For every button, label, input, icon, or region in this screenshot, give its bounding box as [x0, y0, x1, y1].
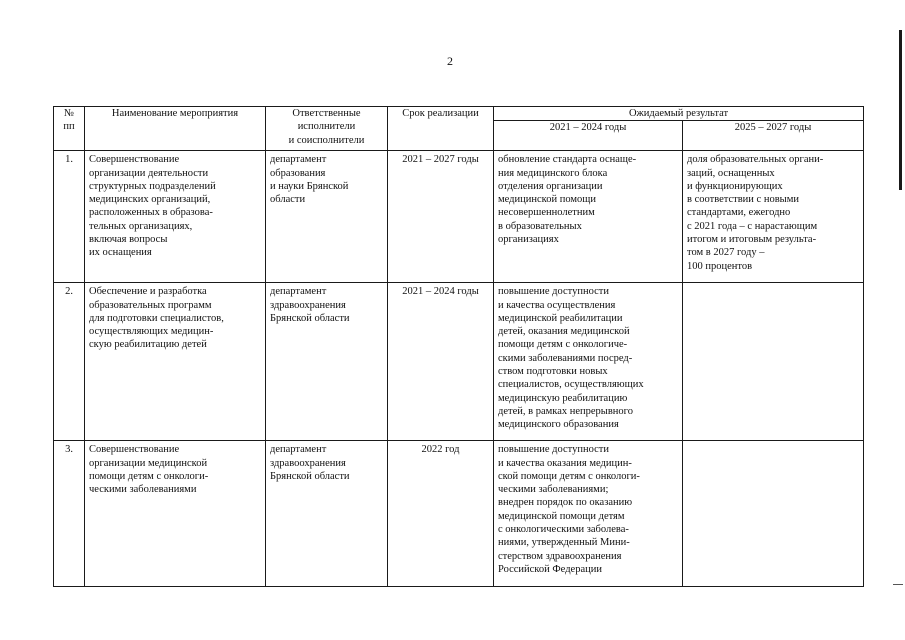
result-2021-2024-line: помощи детям с онкологиче-: [498, 339, 628, 351]
header-result: Ожидаемый результат: [494, 107, 864, 121]
responsible-executors: [266, 151, 388, 283]
header-num: № пп: [54, 107, 85, 151]
row-number: 3.: [54, 441, 85, 587]
result-2025-2027-line: с 2021 года – с нарастающим: [687, 220, 818, 232]
result-2021-2024-line: медицинской реабилитации: [498, 312, 623, 324]
header-result-2025-2027: 2025 – 2027 годы: [683, 121, 864, 151]
header-responsible-line: исполнители: [297, 121, 356, 133]
implementation-term: 2021 – 2027 годы: [388, 151, 494, 283]
result-2021-2024-line: обновление стандарта оснаще-: [498, 154, 637, 166]
result-2021-2024-line: ния медицинского блока: [498, 167, 608, 179]
header-responsible: [266, 107, 388, 151]
table-row: [54, 151, 864, 283]
result-2021-2024-line: в образовательных: [498, 220, 582, 232]
scan-edge-dash: [893, 584, 903, 585]
result-2021-2024-line: медицинской помощи детям: [498, 510, 625, 522]
header-result-2021-2024: 2021 – 2024 годы: [494, 121, 683, 151]
responsible-executors: [266, 441, 388, 587]
measure-name-line: Обеспечение и разработка: [89, 286, 207, 298]
result-2025-2027: [683, 151, 864, 283]
responsible-executors-line: и науки Брянской: [270, 180, 349, 192]
measure-name: [85, 441, 266, 587]
scan-edge-mark: [899, 30, 902, 190]
result-2021-2024-line: медицинского образования: [498, 419, 619, 431]
measure-name-line: образовательных программ: [89, 299, 212, 311]
table-row: [54, 283, 864, 441]
responsible-executors-line: образования: [270, 167, 326, 179]
result-2021-2024-line: стерством здравоохранения: [498, 550, 622, 562]
header-name: Наименование мероприятия: [85, 107, 266, 151]
result-2021-2024-line: с онкологическими заболева-: [498, 524, 629, 536]
measure-name-line: Совершенствование: [89, 444, 180, 456]
measure-name-line: тельных организациях,: [89, 220, 193, 232]
measure-name-line: организации медицинской: [89, 457, 208, 469]
result-2021-2024-line: детей, оказания медицинской: [498, 326, 630, 338]
measure-name-line: скую реабилитацию детей: [89, 339, 207, 351]
measure-name-line: структурных подразделений: [89, 180, 216, 192]
header-responsible-line: Ответственные: [292, 108, 361, 119]
result-2021-2024-line: специалистов, осуществляющих: [498, 379, 644, 391]
measure-name-line: медицинских организаций,: [89, 194, 211, 206]
result-2025-2027-line: и функционирующих: [687, 180, 783, 192]
measure-name-line: расположенных в образова-: [89, 207, 213, 219]
implementation-term: 2021 – 2024 годы: [388, 283, 494, 441]
responsible-executors-line: области: [270, 194, 306, 206]
result-2021-2024-line: скими заболеваниями посред-: [498, 352, 633, 364]
measure-name-line: помощи детям с онкологи-: [89, 470, 209, 482]
responsible-executors-line: Брянской области: [270, 312, 350, 324]
header-responsible-line: и соисполнители: [288, 134, 365, 146]
row-number: 2.: [54, 283, 85, 441]
result-2021-2024-line: Российской Федерации: [498, 563, 602, 575]
result-2025-2027-line: том в 2027 году –: [687, 247, 765, 259]
result-2021-2024-line: ством подготовки новых: [498, 366, 608, 378]
header-term: Срок реализации: [388, 107, 494, 151]
result-2025-2027: [683, 283, 864, 441]
measure-name-line: их оснащения: [89, 247, 152, 259]
measure-name: [85, 151, 266, 283]
result-2021-2024-line: повышение доступности: [498, 286, 609, 298]
result-2021-2024: [494, 441, 683, 587]
result-2025-2027-line: заций, оснащенных: [687, 167, 775, 179]
responsible-executors-line: Брянской области: [270, 470, 350, 482]
responsible-executors-line: департамент: [270, 154, 327, 166]
result-2021-2024-line: ской помощи детям с онкологи-: [498, 470, 640, 482]
responsible-executors-line: здравоохранения: [270, 457, 346, 469]
measure-name-line: осуществляющих медицин-: [89, 326, 214, 338]
responsible-executors-line: департамент: [270, 286, 327, 298]
measure-name-line: для подготовки специалистов,: [89, 312, 224, 324]
result-2021-2024-line: медицинской помощи: [498, 194, 596, 206]
result-2025-2027-line: итогом и итоговым результа-: [687, 234, 817, 246]
result-2025-2027-line: стандартами, ежегодно: [687, 207, 791, 219]
table-row: [54, 441, 864, 587]
result-2021-2024-line: внедрен порядок по оказанию: [498, 497, 633, 509]
measure-name-line: включая вопросы: [89, 234, 168, 246]
responsible-executors-line: здравоохранения: [270, 299, 346, 311]
measure-name-line: Совершенствование: [89, 154, 180, 166]
result-2021-2024-line: и качества осуществления: [498, 299, 616, 311]
result-2021-2024-line: и качества оказания медицин-: [498, 457, 632, 469]
page-number: 2: [447, 54, 453, 68]
result-2025-2027-line: доля образовательных органи-: [687, 154, 824, 166]
measure-name-line: ческими заболеваниями: [89, 484, 197, 496]
implementation-term: 2022 год: [388, 441, 494, 587]
result-2021-2024: [494, 283, 683, 441]
result-2021-2024-line: организациях: [498, 234, 559, 246]
measure-name: [85, 283, 266, 441]
result-2021-2024-line: несовершеннолетним: [498, 207, 595, 219]
result-2021-2024: [494, 151, 683, 283]
measure-name-line: организации деятельности: [89, 167, 209, 179]
result-2021-2024-line: детей, в рамках непрерывного: [498, 405, 633, 417]
result-2021-2024-line: ческими заболеваниями;: [498, 484, 609, 496]
result-2021-2024-line: повышение доступности: [498, 444, 609, 456]
row-number: 1.: [54, 151, 85, 283]
result-2025-2027-line: в соответствии с новыми: [687, 194, 799, 206]
responsible-executors-line: департамент: [270, 444, 327, 456]
result-2021-2024-line: отделения организации: [498, 180, 603, 192]
responsible-executors: [266, 283, 388, 441]
result-2021-2024-line: ниями, утвержденный Мини-: [498, 537, 630, 549]
result-2021-2024-line: медицинскую реабилитацию: [498, 392, 628, 404]
result-2025-2027: [683, 441, 864, 587]
action-plan-table: [53, 106, 864, 587]
result-2025-2027-line: 100 процентов: [687, 260, 753, 272]
